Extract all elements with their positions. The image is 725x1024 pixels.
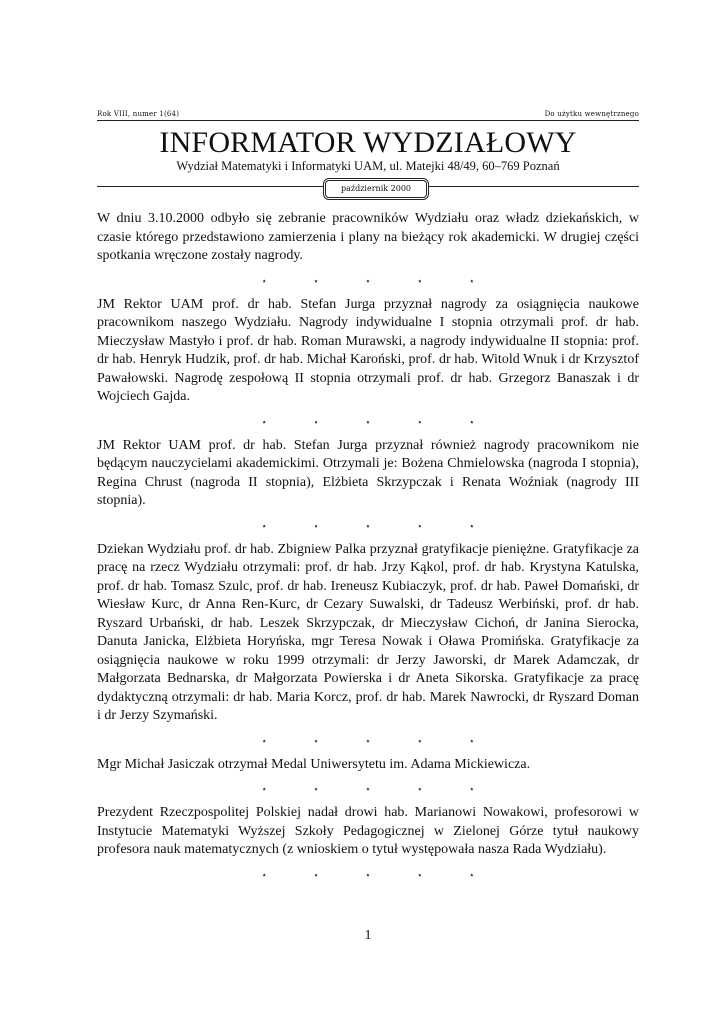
page-number: 1: [364, 928, 372, 943]
newsletter-title: INFORMATOR WYDZIAŁOWY: [159, 126, 577, 159]
star-separator: ⋆ ⋆ ⋆ ⋆ ⋆: [261, 275, 497, 286]
issue-date-badge: październik 2000: [323, 178, 429, 200]
paragraph: W dniu 3.10.2000 odbyło się zebranie pracowników Wydziału oraz władz dziekańskich, w czasie którego przedstawiono zamierzenia i plany na bieżący rok akademicki. W drugiej części spotkania wręczone zostały nagrody.: [97, 211, 639, 263]
paragraph: Mgr Michał Jasiczak otrzymał Medal Uniwersytetu im. Adama Mickiewicza.: [97, 756, 531, 772]
internal-use-notice: Do użytku wewnętrznego: [544, 110, 639, 118]
issue-label: Rok VIII, numer 1(64): [97, 110, 180, 118]
star-separator: ⋆ ⋆ ⋆ ⋆ ⋆: [261, 520, 497, 531]
header-topline: [97, 110, 639, 118]
newsletter-subtitle: Wydział Matematyki i Informatyki UAM, ul. Matejki 48/49, 60–769 Poznań: [176, 159, 560, 173]
article-body: [97, 210, 639, 890]
paragraph: JM Rektor UAM prof. dr hab. Stefan Jurga przyznał nagrody za osiągnięcia naukowe pracownikom naszego Wydziału. Nagrody indywidualne I stopnia otrzymali prof. dr hab. Mieczysław Mastyło i prof. dr hab. Roman Murawski, a nagrody indywidualne II stopnia: prof. dr hab. Henryk Hudzik, prof. dr hab. Michał Karoński, prof. dr hab. Witold Wnuk i dr Krzysztof Pawałowski. Nagrodę zespołową II stopnia otrzymali prof. dr hab. Grzegorz Banaszak i dr Wojciech Gajda.: [97, 296, 639, 404]
paragraph: Dziekan Wydziału prof. dr hab. Zbigniew Palka przyznał gratyfikacje pieniężne. Gratyfikacje za pracę na rzecz Wydziału otrzymali: prof. dr hab. Jrzy Kąkol, prof. dr hab. Krystyna Katulska, prof. dr hab. Tomasz Szulc, prof. dr hab. Ireneusz Kubiaczyk, prof. dr hab. Paweł Domański, dr Wiesław Kurc, dr Anna Ren-Kurc, dr Cezary Suwalski, dr Tadeusz Werbiński, prof. dr hab. Ryszard Urbański, dr hab. Leszek Skrzypczak, dr Mieczysław Cichoń, dr Janina Sierocka, Danuta Janicka, Elżbieta Horyńska, mgr Teresa Nowak i Oława Promińska. Gratyfikacje za osiągnięcia naukowe w roku 1999 otrzymali: dr Jerzy Jaworski, dr Marek Adamczak, dr Małgorzata Bednarska, dr Małgorzata Powierska i dr Aneta Sikorska. Gratyfikacje za pracę dydaktyczną otrzymali: dr hab. Maria Korcz, prof. dr hab. Marek Nawrocki, dr Ryszard Doman i dr Jerzy Szymański.: [97, 541, 639, 723]
star-separator: ⋆ ⋆ ⋆ ⋆ ⋆: [261, 735, 497, 746]
header-rule-top: [97, 120, 639, 121]
paragraph: Prezydent Rzeczpospolitej Polskiej nadał drowi hab. Marianowi Nowakowi, profesorowi w Instytucie Matematyki Wyższej Szkoły Pedagogicznej w Zielonej Górze tytuł naukowy profesora nauk matematycznych (z wnioskiem o tytuł występowała nasza Rada Wydziału).: [97, 805, 639, 857]
star-separator: ⋆ ⋆ ⋆ ⋆ ⋆: [261, 416, 497, 427]
paragraph: JM Rektor UAM prof. dr hab. Stefan Jurga przyznał również nagrody pracownikom nie będącym nauczycielami akademickimi. Otrzymali je: Bożena Chmielowska (nagroda I stopnia), Regina Chrust (nagroda II stopnia), Elżbieta Skrzypczak i Renata Woźniak (nagrody III stopnia).: [97, 437, 639, 508]
star-separator: ⋆ ⋆ ⋆ ⋆ ⋆: [261, 869, 497, 880]
star-separator: ⋆ ⋆ ⋆ ⋆ ⋆: [261, 784, 497, 794]
